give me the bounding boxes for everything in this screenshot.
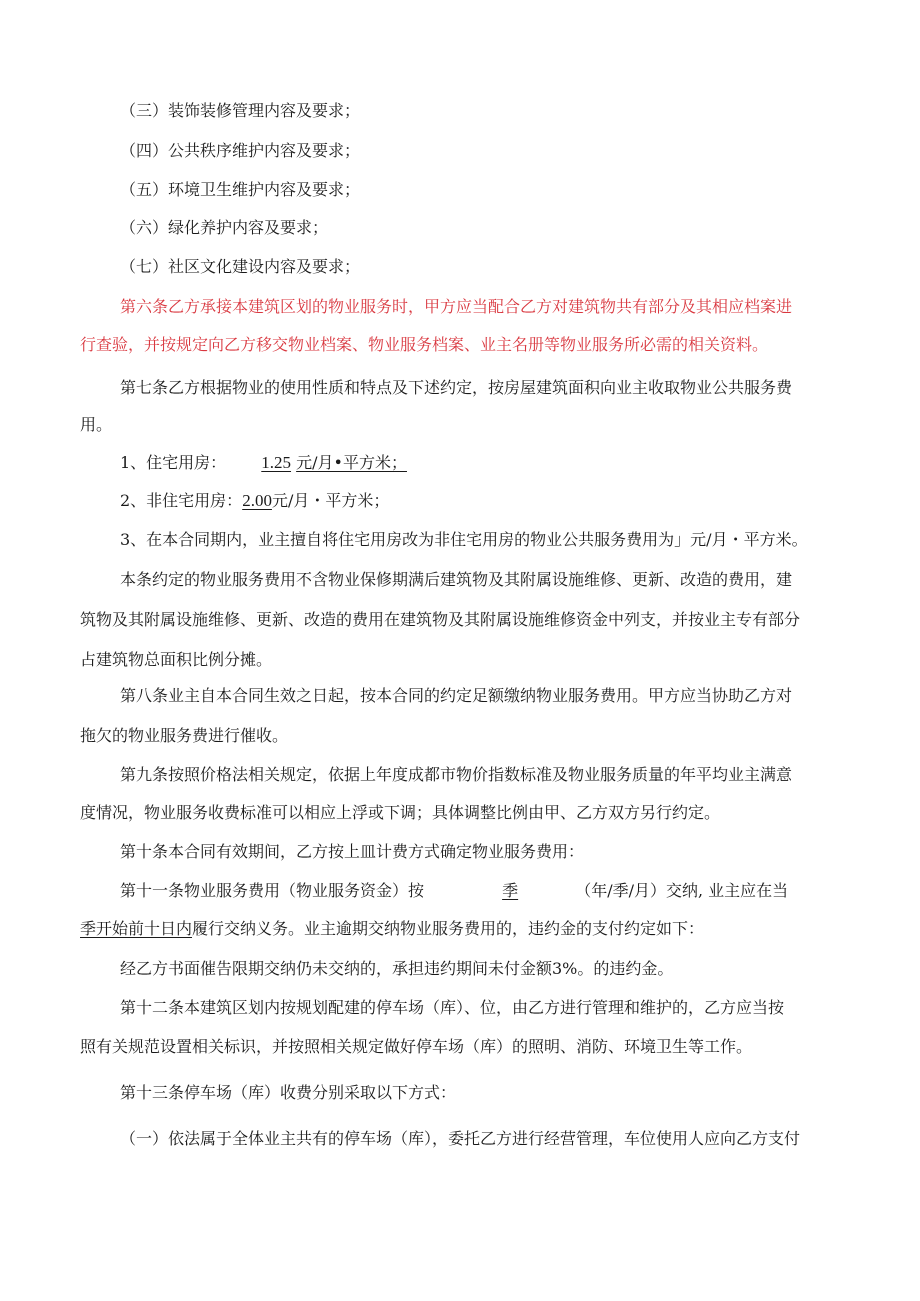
list-item-7: （七）社区文化建设内容及要求； — [120, 257, 361, 276]
fee-residential — [120, 453, 407, 473]
article-7-line-2: 用。 — [80, 415, 113, 434]
fee-nonresidential-value: 2.00 — [242, 491, 272, 510]
article-8-line-2: 拖欠的物业服务费进行催收。 — [80, 726, 289, 745]
article-11-suffix: （年/季/月）交纳, 业主应在当 — [575, 881, 789, 900]
article-9-line-1: 第九条按照价格法相关规定，依据上年度成都市物价指数标准及物业服务质量的年平均业主满意 — [120, 765, 793, 784]
list-item-4: （四）公共秩序维护内容及要求； — [120, 141, 361, 160]
fee-residential-unit: 元/月•平方米； — [296, 453, 407, 472]
payment-period: 季 — [502, 881, 519, 900]
article-11-line-1 — [120, 881, 788, 901]
fee-nonresidential-unit: 元/月・平方米； — [271, 491, 390, 510]
penalty-clause: 经乙方书面催告限期交纳仍未交纳的，承担违约期间未付金额3%。的违约金。 — [120, 959, 674, 978]
article-6-line-2: 行查验，并按规定向乙方移交物业档案、物业服务档案、业主名册等物业服务所必需的相关资料。 — [80, 335, 769, 354]
article-7-line-1: 第七条乙方根据物业的使用性质和特点及下述约定，按房屋建筑面积向业主收取物业公共服务费 — [120, 378, 793, 397]
article-13: 第十三条停车场（库）收费分别采取以下方式： — [120, 1083, 457, 1102]
article-9-line-2: 度情况，物业服务收费标准可以相应上浮或下调；具体调整比例由甲、乙方双方另行约定。 — [80, 803, 721, 822]
article-11-line-2-rest: 履行交纳义务。业主逾期交纳物业服务费用的，违约金的支付约定如下： — [192, 919, 705, 938]
article-12-line-2: 照有关规范设置相关标识，并按照相关规定做好停车场（库）的照明、消防、环境卫生等工作。 — [80, 1037, 753, 1056]
note-line-3: 占建筑物总面积比例分摊。 — [80, 650, 273, 669]
article-6-line-1: 第六条乙方承接本建筑区划的物业服务时，甲方应当配合乙方对建筑物共有部分及其相应档案进 — [120, 297, 793, 316]
note-line-2: 筑物及其附属设施维修、更新、改造的费用在建筑物及其附属设施维修资金中列支，并按业主专有部分 — [80, 610, 801, 629]
fee-item-3: 3、在本合同期内，业主擅自将住宅用房改为非住宅用房的物业公共服务费用为」元/月・平方米。 — [120, 530, 808, 549]
note-line-1: 本条约定的物业服务费用不含物业保修期满后建筑物及其附属设施维修、更新、改造的费用，建 — [120, 570, 793, 589]
fee-residential-label: 1、住宅用房： — [120, 453, 227, 472]
list-item-6: （六）绿化养护内容及要求； — [120, 218, 329, 237]
payment-deadline: 季开始前十日内 — [80, 919, 193, 938]
fee-residential-value: 1.25 — [261, 453, 292, 472]
article-11-line-2 — [80, 919, 704, 939]
article-8-line-1: 第八条业主自本合同生效之日起，按本合同的约定足额缴纳物业服务费用。甲方应当协助乙方对 — [120, 686, 793, 705]
fee-nonresidential — [120, 491, 389, 511]
article-10: 第十条本合同有效期间，乙方按上皿计费方式确定物业服务费用： — [120, 842, 585, 861]
article-12-line-1: 第十二条本建筑区划内按规划配建的停车场（库）、位，由乙方进行管理和维护的，乙方应当按 — [120, 998, 785, 1017]
fee-nonresidential-label: 2、非住宅用房： — [120, 491, 243, 510]
list-item-3: （三）装饰装修管理内容及要求； — [120, 101, 361, 120]
article-13-item-1: （一）依法属于全体业主共有的停车场（库），委托乙方进行经营管理，车位使用人应向乙方支付 — [120, 1129, 801, 1148]
article-11-prefix: 第十一条物业服务费用（物业服务资金）按 — [120, 881, 425, 900]
list-item-5: （五）环境卫生维护内容及要求； — [120, 180, 361, 199]
